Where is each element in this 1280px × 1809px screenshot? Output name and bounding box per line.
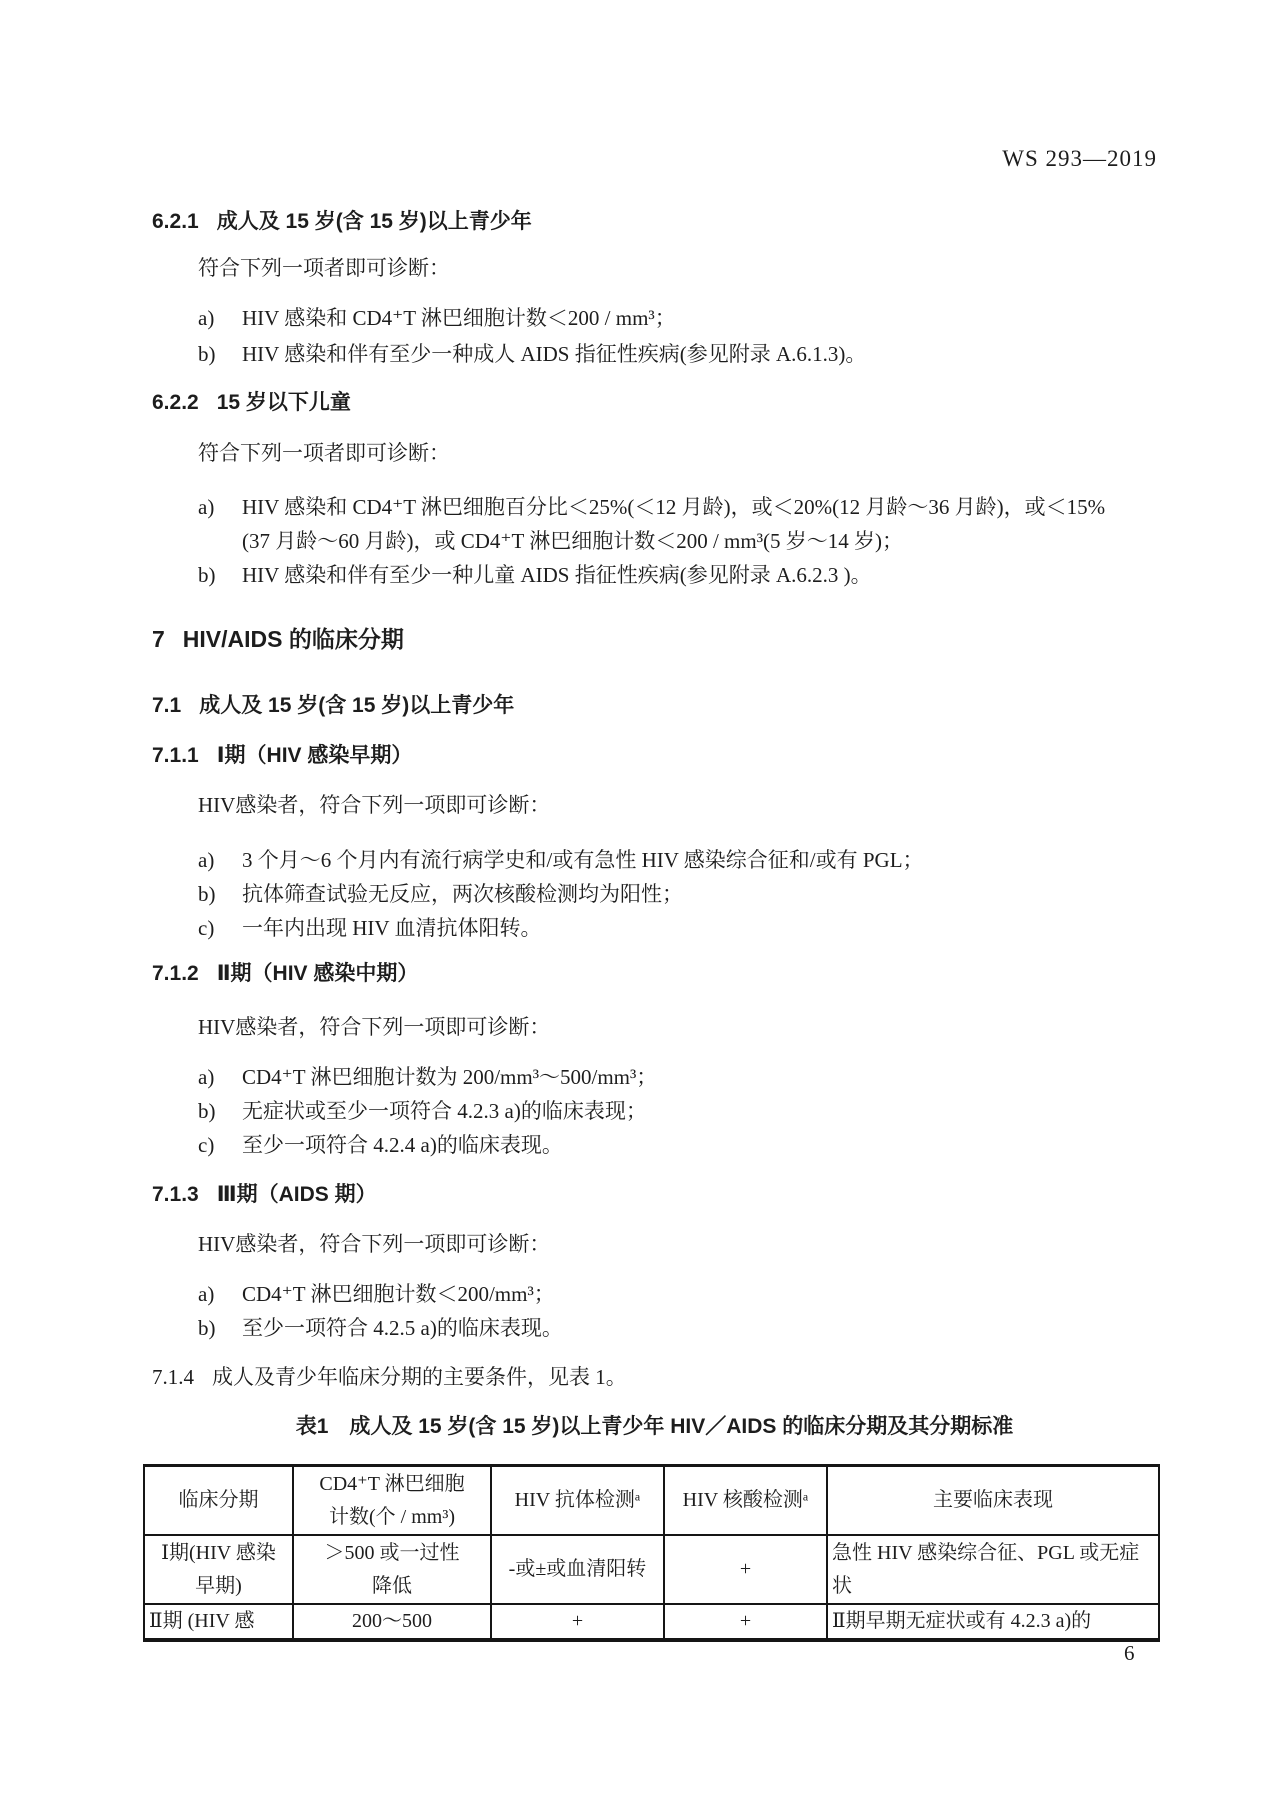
list-item-marker: b) [198, 563, 216, 587]
table-row [144, 1604, 1159, 1640]
clause-title: HIV/AIDS 的临床分期 [182, 626, 404, 652]
list-item-text: HIV 感染和 CD4⁺T 淋巴细胞百分比＜25%(＜12 月龄)，或＜20%(12 月龄～36 月龄)，或＜15% (37 月龄～60 月龄)，或 CD4⁺T 淋巴细胞计数＜200 / mm³(5 岁～14 岁)； [242, 495, 1106, 553]
table-header-cell: HIV 核酸检测ᵃ [664, 1466, 827, 1536]
list-item-marker: c) [198, 916, 215, 940]
clause-title: Ⅰ期（HIV 感染早期） [216, 744, 413, 767]
list-item-text: 3 个月～6 个月内有流行病学史和/或有急性 HIV 感染综合征和/或有 PGL； [242, 848, 924, 872]
list-item-b [152, 877, 1157, 911]
table-cell: 急性 HIV 感染综合征、PGL 或无症 状 [827, 1535, 1159, 1604]
clause-heading-7-1 [152, 689, 1157, 723]
list-item-marker: b) [198, 342, 216, 366]
clause-heading-7-1-2 [152, 957, 1157, 991]
list-item-text: HIV 感染和伴有至少一种儿童 AIDS 指征性疾病(参见附录 A.6.2.3 )。 [242, 563, 872, 587]
paragraph: 符合下列一项者即可诊断： [198, 256, 450, 280]
clause-title: 成人及 15 岁(含 15 岁)以上青少年 [216, 210, 532, 233]
list-item-text: CD4⁺T 淋巴细胞计数为 200/mm³～500/mm³； [242, 1065, 658, 1089]
table-cell: Ⅱ期 (HIV 感 [144, 1604, 293, 1640]
table-cell: + [664, 1535, 827, 1604]
clause-title: 成人及青少年临床分期的主要条件，见表 1。 [212, 1365, 627, 1389]
table-cell: + [491, 1604, 664, 1640]
clause-number: 7.1.1 [152, 744, 199, 767]
clause-heading-6-2-2 [152, 386, 1157, 420]
list-item-marker: b) [198, 1316, 216, 1340]
clause-number: 6.2.2 [152, 391, 199, 414]
list-item-a [152, 301, 1157, 335]
paragraph: 符合下列一项者即可诊断： [198, 441, 450, 465]
table-header-cell: 临床分期 [144, 1466, 293, 1536]
clause-number: 7.1.4 [152, 1365, 194, 1389]
clause-heading-7-1-4 [152, 1360, 1157, 1394]
list-item-marker: a) [198, 1065, 215, 1089]
table-cell: ＞500 或一过性 降低 [293, 1535, 491, 1604]
list-item-a [152, 490, 1157, 558]
table-header-cell: CD4⁺T 淋巴细胞 计数(个 / mm³) [293, 1466, 491, 1536]
list-item-text: 至少一项符合 4.2.5 a)的临床表现。 [242, 1316, 563, 1340]
list-item-marker: c) [198, 1133, 215, 1157]
list-item-marker: b) [198, 882, 216, 906]
list-item-text: 至少一项符合 4.2.4 a)的临床表现。 [242, 1133, 563, 1157]
list-item-b [152, 1311, 1157, 1345]
clause-heading-7-1-3 [152, 1178, 1157, 1212]
clause-number: 7 [152, 626, 165, 652]
list-item-marker: a) [198, 848, 215, 872]
table-cell: + [664, 1604, 827, 1640]
list-item-text: CD4⁺T 淋巴细胞计数＜200/mm³； [242, 1282, 555, 1306]
list-item-b [152, 337, 1157, 371]
page-number: 6 [1124, 1641, 1135, 1665]
clause-heading-6-2-1 [152, 205, 1157, 239]
clause-title: 15 岁以下儿童 [216, 391, 351, 414]
list-item-marker: b) [198, 1099, 216, 1123]
clause-heading-7 [152, 621, 1157, 657]
table-cell: -或±或血清阳转 [491, 1535, 664, 1604]
clause-title: Ⅱ期（HIV 感染中期） [216, 962, 419, 985]
list-item-b [152, 558, 1157, 592]
list-item-marker: a) [198, 306, 215, 330]
list-item-a [152, 1277, 1157, 1311]
table-header-cell: HIV 抗体检测ᵃ [491, 1466, 664, 1536]
clause-title: Ⅲ期（AIDS 期） [216, 1183, 377, 1206]
list-item-text: HIV 感染和 CD4⁺T 淋巴细胞计数＜200 / mm³； [242, 306, 676, 330]
list-item-marker: a) [198, 495, 215, 519]
list-item-marker: a) [198, 1282, 215, 1306]
clinical-staging-table [143, 1464, 1160, 1642]
doc-code-header: WS 293—2019 [1002, 146, 1157, 171]
list-item-c [152, 911, 1157, 945]
clause-heading-7-1-1 [152, 739, 1157, 773]
table-cell: Ⅰ期(HIV 感染 早期) [144, 1535, 293, 1604]
clause-number: 7.1 [152, 694, 182, 717]
clause-title: 成人及 15 岁(含 15 岁)以上青少年 [199, 694, 515, 717]
paragraph: HIV感染者，符合下列一项即可诊断： [198, 793, 551, 817]
list-item-text: 无症状或至少一项符合 4.2.3 a)的临床表现； [242, 1099, 647, 1123]
list-item-a [152, 1060, 1157, 1094]
table-header-row [144, 1466, 1159, 1536]
table-row [144, 1535, 1159, 1604]
clause-number: 6.2.1 [152, 210, 199, 233]
table-header-cell: 主要临床表现 [827, 1466, 1159, 1536]
list-item-text: 一年内出现 HIV 血清抗体阳转。 [242, 916, 542, 940]
paragraph: HIV感染者，符合下列一项即可诊断： [198, 1232, 551, 1256]
table-1-title: 表1 成人及 15 岁(含 15 岁)以上青少年 HIV／AIDS 的临床分期及其分期标准 [295, 1415, 1014, 1438]
list-item-a [152, 843, 1157, 877]
table-cell: 200～500 [293, 1604, 491, 1640]
clause-number: 7.1.3 [152, 1183, 199, 1206]
list-item-text: 抗体筛查试验无反应，两次核酸检测均为阳性； [242, 882, 683, 906]
list-item-c [152, 1128, 1157, 1162]
list-item-text: HIV 感染和伴有至少一种成人 AIDS 指征性疾病(参见附录 A.6.1.3)。 [242, 342, 867, 366]
document-content [149, 205, 1157, 1642]
table-cell: Ⅱ期早期无症状或有 4.2.3 a)的 [827, 1604, 1159, 1640]
list-item-b [152, 1094, 1157, 1128]
clause-number: 7.1.2 [152, 962, 199, 985]
paragraph: HIV感染者，符合下列一项即可诊断： [198, 1015, 551, 1039]
